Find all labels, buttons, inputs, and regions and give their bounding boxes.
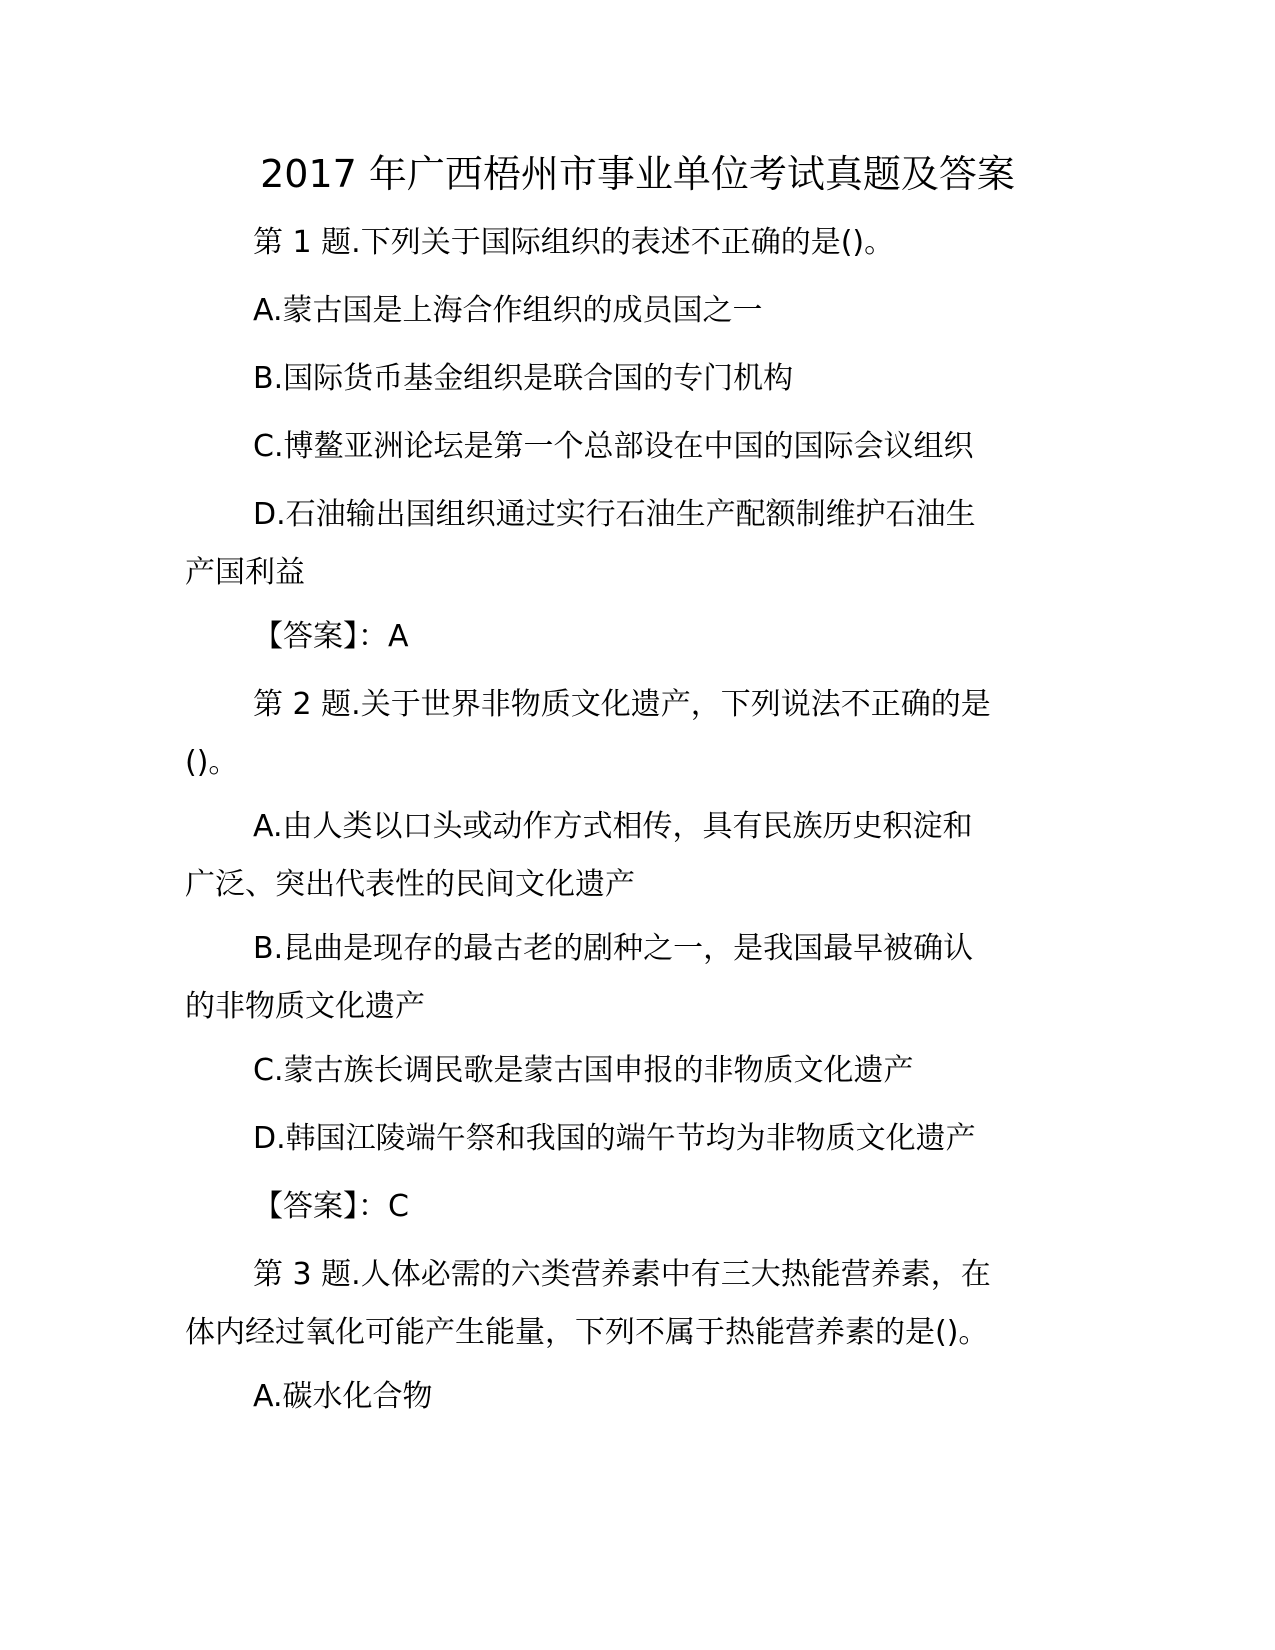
question-1-answer xyxy=(185,608,409,666)
text-line: A.由人类以口头或动作方式相传，具有民族历史积淀和 xyxy=(253,809,973,844)
question-2-answer xyxy=(185,1178,409,1236)
text-line: ()。 xyxy=(185,745,239,780)
document-title: 2017 年广西梧州市事业单位考试真题及答案 xyxy=(260,152,1015,196)
text-line: B.昆曲是现存的最古老的剧种之一，是我国最早被确认 xyxy=(253,931,974,966)
question-1-option-d xyxy=(185,486,976,602)
text-line: 第 2 题.关于世界非物质文化遗产，下列说法不正确的是 xyxy=(253,687,991,722)
question-3-text xyxy=(185,1246,991,1362)
text-line: 体内经过氧化可能产生能量，下列不属于热能营养素的是()。 xyxy=(185,1315,989,1350)
text-line: 广泛、突出代表性的民间文化遗产 xyxy=(185,867,635,902)
question-2-option-b xyxy=(185,920,973,1036)
text-line: B.国际货币基金组织是联合国的专门机构 xyxy=(253,361,794,396)
text-line: A.蒙古国是上海合作组织的成员国之一 xyxy=(253,293,763,328)
text-line: A.碳水化合物 xyxy=(253,1379,433,1414)
text-line: 【答案】：A xyxy=(253,619,409,654)
text-line: C.蒙古族长调民歌是蒙古国申报的非物质文化遗产 xyxy=(253,1053,914,1088)
text-line: 第 3 题.人体必需的六类营养素中有三大热能营养素，在 xyxy=(253,1257,991,1292)
question-1-option-c xyxy=(185,418,973,476)
question-2-option-c xyxy=(185,1042,913,1100)
text-line: 产国利益 xyxy=(185,555,305,590)
question-1-option-a xyxy=(185,282,763,340)
question-2-option-d xyxy=(185,1110,976,1168)
text-line: 的非物质文化遗产 xyxy=(185,989,425,1024)
question-1-option-b xyxy=(185,350,793,408)
text-line: 第 1 题.下列关于国际组织的表述不正确的是()。 xyxy=(253,225,895,260)
text-line: D.石油输出国组织通过实行石油生产配额制维护石油生 xyxy=(253,497,976,532)
text-line: D.韩国江陵端午祭和我国的端午节均为非物质文化遗产 xyxy=(253,1121,976,1156)
text-line: C.博鳌亚洲论坛是第一个总部设在中国的国际会议组织 xyxy=(253,429,974,464)
question-1-text xyxy=(185,214,894,272)
question-2-text xyxy=(185,676,991,792)
question-3-option-a xyxy=(185,1368,433,1426)
question-2-option-a xyxy=(185,798,973,914)
text-line: 【答案】：C xyxy=(253,1189,409,1224)
